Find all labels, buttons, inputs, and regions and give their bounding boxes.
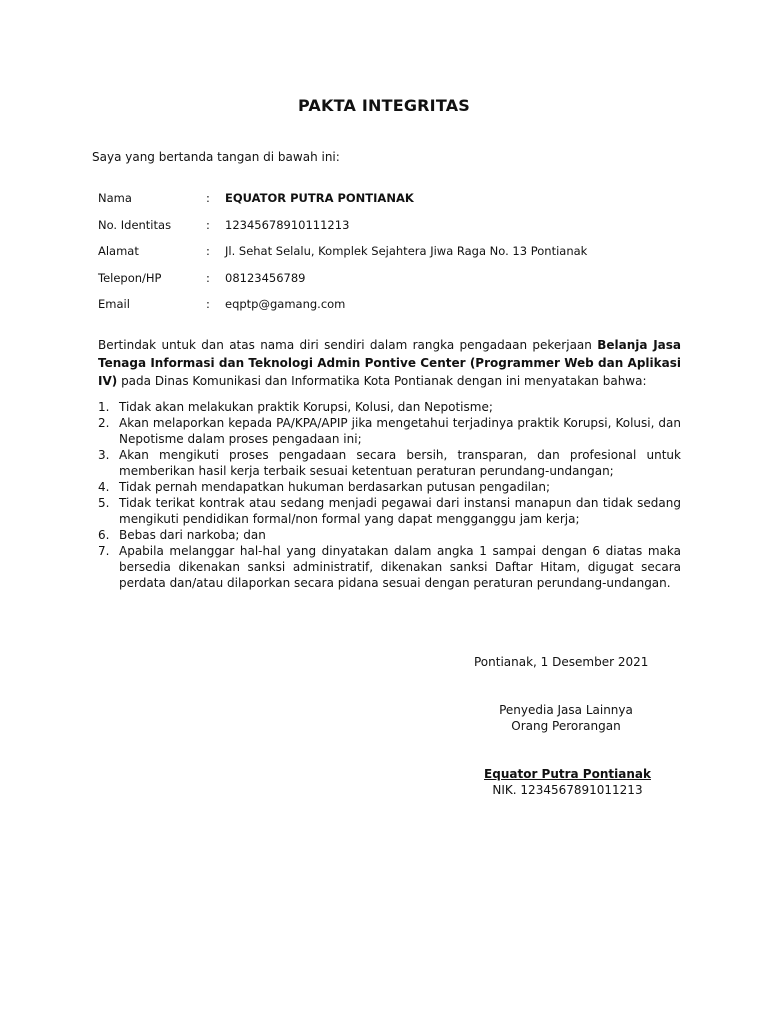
identity-colon: : [206,191,210,206]
clause-text: Tidak terikat kontrak atau sedang menjadi pegawai dari instansi manapun dan tidak sedang mengikuti pendidikan formal/non formal yang dapat mengganggu jam kerja; [119,496,681,526]
document-title: PAKTA INTEGRITAS [297,96,471,115]
clause-list [98,399,681,591]
clause-item [98,399,681,415]
identity-table [98,185,587,318]
identity-label: Email [98,297,130,312]
clause-text: Tidak akan melakukan praktik Korupsi, Kolusi, dan Nepotisme; [119,400,493,414]
statement-paragraph [98,336,681,390]
project-name: Belanja Jasa Tenaga Informasi dan Teknologi Admin Pontive Center (Programmer Web dan Aplikasi IV) [98,338,681,388]
clause-text: Akan melaporkan kepada PA/KPA/APIP jika mengetahui terjadinya praktik Korupsi, Kolusi, dan Nepotisme dalam proses pengadaan ini; [119,416,681,446]
intro-text: Saya yang bertanda tangan di bawah ini: [92,150,340,164]
identity-label: Alamat [98,244,139,259]
clause-number: 2. [98,416,110,430]
clause-number: 3. [98,448,110,462]
identity-colon: : [206,297,210,312]
clause-item [98,479,681,495]
place-date: Pontianak, 1 Desember 2021 [474,655,649,669]
signer-name: Equator Putra Pontianak [484,767,651,781]
identity-value: eqptp@gamang.com [225,297,346,312]
identity-row-nama [98,185,587,212]
clause-text: Tidak pernah mendapatkan hukuman berdasarkan putusan pengadilan; [119,480,550,494]
identity-row-alamat [98,238,587,265]
identity-colon: : [206,244,210,259]
identity-row-telepon [98,265,587,292]
signer-role-line: Penyedia Jasa Lainnya [499,703,633,717]
identity-colon: : [206,270,210,285]
statement-suffix: pada Dinas Komunikasi dan Informatika Kota Pontianak dengan ini menyatakan bahwa: [117,374,647,388]
clause-item [98,415,681,447]
identity-value: 12345678910111213 [225,217,350,232]
identity-label: Nama [98,191,132,206]
clause-text: Bebas dari narkoba; dan [119,528,266,542]
clause-item [98,447,681,479]
clause-text: Apabila melanggar hal-hal yang dinyatakan dalam angka 1 sampai dengan 6 diatas maka bersedia dikenakan sanksi administratif, dikenakan sanksi Daftar Hitam, digugat secara perdata dan/atau dilaporkan secara pidana sesuai dengan peraturan perundang-undangan. [119,544,681,590]
signer-nik: NIK. 1234567891011213 [492,783,643,797]
clause-text: Akan mengikuti proses pengadaan secara bersih, transparan, dan profesional untuk memberikan hasil kerja terbaik sesuai ketentuan peraturan perundang-undangan; [119,448,681,478]
identity-row-no-identitas [98,212,587,239]
clause-number: 4. [98,480,110,494]
signer-role-line: Orang Perorangan [511,719,621,733]
identity-value: Jl. Sehat Selalu, Komplek Sejahtera Jiwa Raga No. 13 Pontianak [225,244,588,259]
identity-colon: : [206,217,210,232]
identity-value: EQUATOR PUTRA PONTIANAK [225,191,414,206]
clause-item [98,527,681,543]
clause-number: 5. [98,496,110,510]
clause-number: 1. [98,400,110,414]
clause-item [98,543,681,591]
signer-role [480,702,652,734]
clause-number: 7. [98,544,110,558]
identity-value: 08123456789 [225,270,306,285]
identity-row-email [98,291,587,318]
identity-label: Telepon/HP [98,270,162,285]
clause-item [98,495,681,527]
statement-prefix: Bertindak untuk dan atas nama diri sendiri dalam rangka pengadaan pekerjaan [98,338,598,352]
clause-number: 6. [98,528,110,542]
identity-label: No. Identitas [98,217,172,232]
